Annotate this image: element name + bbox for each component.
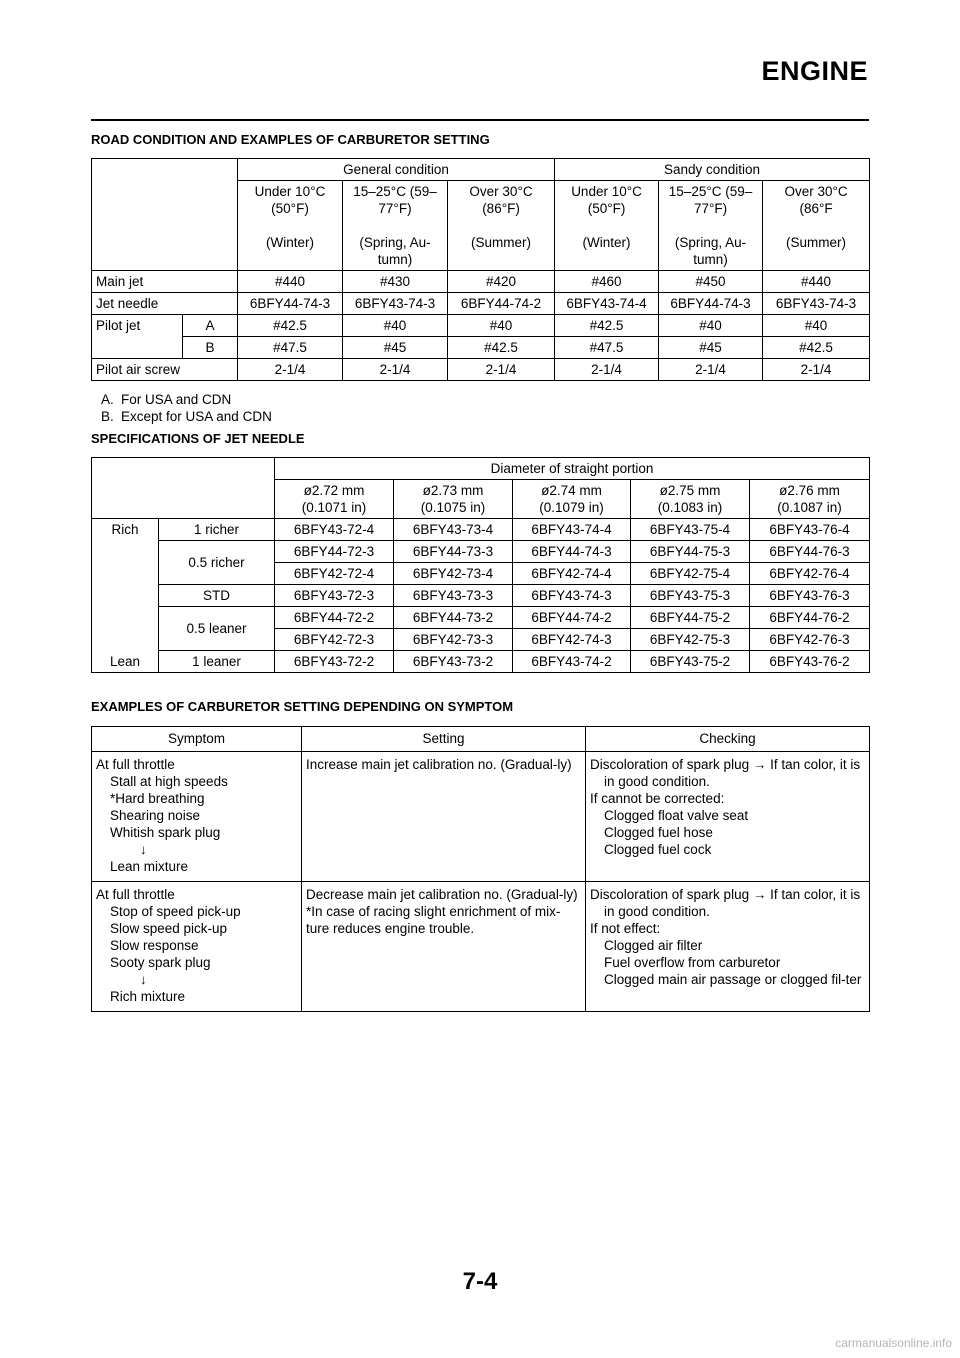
table-cell: 6BFY44-75-3	[631, 541, 750, 563]
temperature-range: Over 30°C (86°F)	[469, 184, 533, 216]
table-cell: 6BFY44-76-2	[750, 607, 870, 629]
table-cell: 6BFY43-74-3	[513, 585, 631, 607]
table-row	[92, 293, 870, 315]
symptom-line: Slow response	[110, 938, 199, 953]
table-cell: 6BFY44-73-3	[394, 541, 513, 563]
table-cell: 6BFY43-74-4	[555, 293, 659, 315]
note-text: For USA and CDN	[121, 392, 232, 407]
table-cell: #45	[343, 337, 448, 359]
table-cell: 6BFY42-74-3	[513, 629, 631, 651]
table-cell: 6BFY43-74-3	[343, 293, 448, 315]
symptom-line: Lean mixture	[110, 859, 189, 874]
diameter-mm: ø2.76 mm	[779, 483, 840, 498]
note-line	[101, 391, 272, 408]
table-cell: #47.5	[238, 337, 343, 359]
symptom-line: Rich mixture	[110, 989, 186, 1004]
table-cell: 6BFY42-74-4	[513, 563, 631, 585]
diameter-in: (0.1083 in)	[657, 500, 723, 515]
season-label: (Winter)	[582, 235, 631, 250]
diameter-in: (0.1071 in)	[301, 500, 367, 515]
symptom-line: Whitish spark plug	[110, 825, 221, 840]
column-group-header: Diameter of straight portion	[275, 458, 870, 480]
section-title-road-condition: ROAD CONDITION AND EXAMPLES OF CARBURETOR SETTING	[91, 132, 490, 147]
row-label: Jet needle	[92, 293, 238, 315]
row-label: Pilot jet	[92, 315, 183, 359]
setting-line: Decrease main jet calibration no. (Gradual-ly)	[306, 887, 578, 902]
note-text: Except for USA and CDN	[121, 409, 272, 424]
table-cell: 6BFY44-76-3	[750, 541, 870, 563]
table-cell: #440	[763, 271, 870, 293]
table-cell: 6BFY44-73-2	[394, 607, 513, 629]
symptom-line: At full throttle	[96, 757, 175, 772]
table-cell: 6BFY43-74-2	[513, 651, 631, 673]
page-number: 7-4	[462, 1268, 498, 1295]
table-cell: 6BFY44-72-2	[275, 607, 394, 629]
table-cell: 6BFY43-75-4	[631, 519, 750, 541]
watermark-text: carmanualsonline.info	[835, 1336, 952, 1350]
table-cell: 6BFY43-72-2	[275, 651, 394, 673]
table-cell: 6BFY44-74-3	[513, 541, 631, 563]
table-cell: 6BFY42-73-3	[394, 629, 513, 651]
table-cell: 2-1/4	[448, 359, 555, 381]
checking-line: Discoloration of spark plug → If tan color, it is in good condition.	[590, 757, 861, 789]
table-cell: 6BFY43-76-4	[750, 519, 870, 541]
table-cell: 6BFY43-74-3	[763, 293, 870, 315]
table-row	[92, 651, 870, 673]
column-header: Setting	[302, 727, 586, 752]
temperature-header	[238, 181, 343, 271]
rich-lean-column	[92, 519, 159, 673]
checking-line: If cannot be corrected:	[590, 791, 725, 806]
season-label: (Spring, Au-tumn)	[674, 235, 747, 267]
table-cell: #40	[763, 315, 870, 337]
table-cell: #47.5	[555, 337, 659, 359]
table-cell: 6BFY42-72-4	[275, 563, 394, 585]
table-cell: 6BFY44-74-3	[238, 293, 343, 315]
step-label: STD	[159, 585, 275, 607]
step-label: 0.5 richer	[159, 541, 275, 585]
setting-line: *In case of racing slight enrichment of mix-ture reduces engine trouble.	[306, 904, 561, 936]
table-cell: #430	[343, 271, 448, 293]
temperature-header	[659, 181, 763, 271]
symptom-cell	[92, 752, 302, 882]
checking-line: Fuel overflow from carburetor	[604, 955, 781, 970]
checking-line: Clogged main air passage or clogged fil-ter	[604, 972, 862, 987]
table-cell: 6BFY43-75-3	[631, 585, 750, 607]
table-cell: 6BFY42-73-4	[394, 563, 513, 585]
temperature-range: Over 30°C (86°F	[784, 184, 848, 216]
table-cell: 6BFY43-75-2	[631, 651, 750, 673]
table-cell: 6BFY43-72-4	[275, 519, 394, 541]
table-row	[92, 458, 870, 480]
table-cell: #45	[659, 337, 763, 359]
table-corner-cell	[92, 159, 238, 271]
carburetor-setting-table	[91, 158, 870, 381]
rich-label: Rich	[111, 522, 139, 537]
table-cell: #40	[659, 315, 763, 337]
diameter-header	[513, 480, 631, 519]
setting-cell	[302, 752, 586, 882]
table-row	[92, 359, 870, 381]
row-sub-label: A	[183, 315, 238, 337]
table-cell: 2-1/4	[659, 359, 763, 381]
table-cell: 6BFY43-76-3	[750, 585, 870, 607]
checking-line: Discoloration of spark plug → If tan color, it is in good condition.	[590, 887, 861, 919]
table-cell: 6BFY42-75-3	[631, 629, 750, 651]
table-row	[92, 752, 870, 882]
column-header: Symptom	[92, 727, 302, 752]
table-cell: #42.5	[555, 315, 659, 337]
setting-cell	[302, 882, 586, 1012]
note-line	[101, 408, 272, 425]
table-cell: #42.5	[448, 337, 555, 359]
section-title-symptom: EXAMPLES OF CARBURETOR SETTING DEPENDING ON SYMPTOM	[91, 699, 514, 714]
table-cell: #40	[448, 315, 555, 337]
note-key: B.	[101, 409, 114, 424]
diameter-mm: ø2.72 mm	[303, 483, 365, 498]
table-row	[92, 519, 870, 541]
diameter-header	[275, 480, 394, 519]
table-row	[92, 607, 870, 629]
symptom-line: ↓	[140, 972, 147, 987]
diameter-mm: ø2.75 mm	[659, 483, 721, 498]
column-group-header: General condition	[238, 159, 555, 181]
checking-cell	[586, 752, 870, 882]
table-cell: #450	[659, 271, 763, 293]
table-cell: 6BFY43-76-2	[750, 651, 870, 673]
table-cell: 6BFY43-73-2	[394, 651, 513, 673]
jet-needle-table	[91, 457, 870, 673]
table-cell: 6BFY43-73-4	[394, 519, 513, 541]
diameter-in: (0.1087 in)	[777, 500, 842, 515]
table-cell: 6BFY42-76-3	[750, 629, 870, 651]
table-cell: 6BFY43-73-3	[394, 585, 513, 607]
checking-line: If not effect:	[590, 921, 661, 936]
table-row	[92, 337, 870, 359]
diameter-header	[750, 480, 870, 519]
table-row	[92, 882, 870, 1012]
table-cell: #42.5	[763, 337, 870, 359]
symptom-cell	[92, 882, 302, 1012]
temperature-range: Under 10°C (50°F)	[571, 184, 642, 216]
temperature-header	[555, 181, 659, 271]
table-cell: 6BFY42-72-3	[275, 629, 394, 651]
checking-line: Clogged float valve seat	[604, 808, 749, 823]
temperature-range: 15–25°C (59–77°F)	[668, 184, 753, 216]
temperature-header	[448, 181, 555, 271]
table-row	[92, 271, 870, 293]
table-cell: 2-1/4	[238, 359, 343, 381]
table-cell: 2-1/4	[763, 359, 870, 381]
symptom-line: ↓	[140, 842, 147, 857]
table-cell: 6BFY43-74-4	[513, 519, 631, 541]
symptom-line: Stop of speed pick-up	[110, 904, 241, 919]
table-cell: #420	[448, 271, 555, 293]
table-cell: 6BFY42-76-4	[750, 563, 870, 585]
temperature-range: Under 10°C (50°F)	[254, 184, 326, 216]
table-notes	[101, 391, 272, 425]
diameter-in: (0.1075 in)	[420, 500, 486, 515]
checking-line: Clogged air filter	[604, 938, 703, 953]
table-cell: 6BFY42-75-4	[631, 563, 750, 585]
season-label: (Summer)	[471, 235, 532, 250]
symptom-line: Stall at high speeds	[110, 774, 228, 789]
temperature-header	[763, 181, 870, 271]
setting-line: Increase main jet calibration no. (Gradual-ly)	[306, 757, 572, 772]
diameter-in: (0.1079 in)	[539, 500, 604, 515]
table-cell: 6BFY43-72-3	[275, 585, 394, 607]
symptom-line: Sooty spark plug	[110, 955, 211, 970]
table-cell: 2-1/4	[343, 359, 448, 381]
column-header: Checking	[586, 727, 870, 752]
table-row	[92, 315, 870, 337]
diameter-header	[631, 480, 750, 519]
symptom-line: Slow speed pick-up	[110, 921, 228, 936]
row-sub-label: B	[183, 337, 238, 359]
table-cell: #40	[343, 315, 448, 337]
lean-label: Lean	[109, 654, 141, 669]
column-group-header: Sandy condition	[555, 159, 870, 181]
diameter-mm: ø2.74 mm	[541, 483, 602, 498]
checking-line: Clogged fuel hose	[604, 825, 713, 840]
step-label: 1 leaner	[159, 651, 275, 673]
row-label: Main jet	[92, 271, 238, 293]
table-cell: #440	[238, 271, 343, 293]
table-cell: #42.5	[238, 315, 343, 337]
table-row	[92, 159, 870, 181]
checking-line: Clogged fuel cock	[604, 842, 712, 857]
symptom-line: *Hard breathing	[110, 791, 205, 806]
table-row	[92, 541, 870, 563]
table-row	[92, 585, 870, 607]
symptom-table	[91, 726, 870, 1012]
table-cell: 6BFY44-74-3	[659, 293, 763, 315]
season-label: (Summer)	[786, 235, 847, 250]
season-label: (Winter)	[266, 235, 314, 250]
symptom-line: Shearing noise	[110, 808, 201, 823]
diameter-header	[394, 480, 513, 519]
table-cell: 6BFY44-72-3	[275, 541, 394, 563]
step-label: 0.5 leaner	[159, 607, 275, 651]
page-header-title: ENGINE	[761, 56, 868, 86]
table-row	[92, 727, 870, 752]
step-label: 1 richer	[159, 519, 275, 541]
header-rule	[91, 119, 869, 121]
table-cell: #460	[555, 271, 659, 293]
row-label: Pilot air screw	[92, 359, 238, 381]
table-cell: 6BFY44-74-2	[513, 607, 631, 629]
temperature-header	[343, 181, 448, 271]
checking-cell	[586, 882, 870, 1012]
table-cell: 6BFY44-74-2	[448, 293, 555, 315]
section-title-jet-needle: SPECIFICATIONS OF JET NEEDLE	[91, 431, 305, 446]
diameter-mm: ø2.73 mm	[422, 483, 484, 498]
table-cell: 6BFY44-75-2	[631, 607, 750, 629]
symptom-line: At full throttle	[96, 887, 175, 902]
note-key: A.	[101, 392, 114, 407]
season-label: (Spring, Au-tumn)	[359, 235, 431, 267]
table-cell: 2-1/4	[555, 359, 659, 381]
temperature-range: 15–25°C (59–77°F)	[353, 184, 437, 216]
table-corner-cell	[92, 458, 275, 519]
